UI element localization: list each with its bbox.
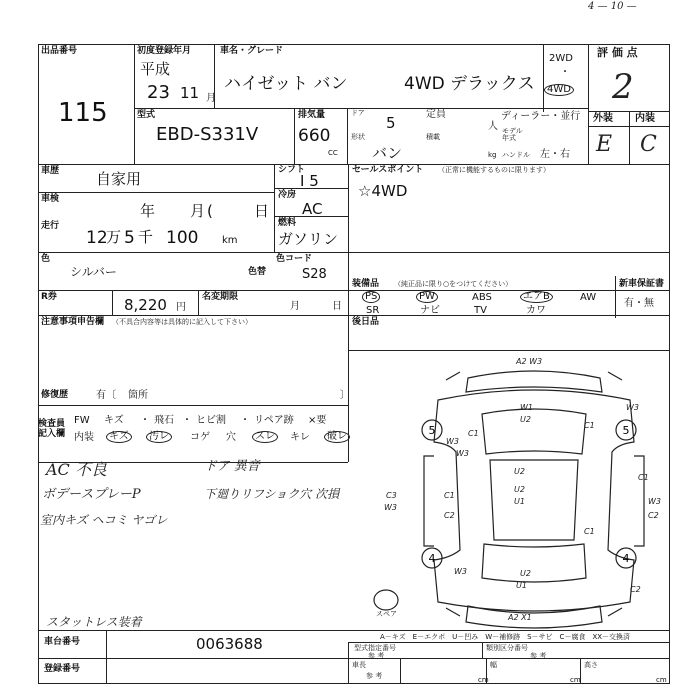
check-row2-item: 穴 <box>226 432 236 443</box>
sales-point-value: ☆4WD <box>358 182 408 200</box>
shape-value: バン <box>372 144 403 162</box>
damage-legend: A－キズ E－エクボ U－凹み W－補修跡 S－サビ C－腐食 XX－交換済 <box>380 633 631 641</box>
check-row2-item: キレ <box>290 432 310 443</box>
damage-mark: U2 <box>520 569 531 578</box>
exterior-grade: E <box>596 132 613 157</box>
drive-dot: ・ <box>560 67 570 78</box>
width-label: 幅 <box>490 661 497 669</box>
grade-value: 4WD デラックス <box>404 74 535 94</box>
damage-mark: W1 <box>520 403 533 412</box>
drive-4wd-circled: 4WD <box>544 84 574 96</box>
check-staff-label: 検査員 記入欄 <box>38 419 66 440</box>
notes-sub: （不具合内容等は具体的に記入して下さい） <box>112 318 252 326</box>
notes-label: 注意事項申告欄 <box>41 317 105 327</box>
mileage-rest: 100 <box>166 228 199 248</box>
interior-label: 内装 <box>635 113 655 124</box>
check-row2-item: キズ <box>106 431 132 443</box>
handle-label: ハンドル <box>502 151 530 159</box>
damage-mark: U2 <box>514 485 525 494</box>
check-row1-item: ×要 <box>308 415 327 426</box>
designation-ref: 参 考 <box>368 652 385 660</box>
tire-rl-icon: 4 <box>428 552 436 565</box>
inspection-day: 日 <box>254 202 270 220</box>
displacement-value: 660 <box>298 126 331 146</box>
kg-unit: kg <box>488 151 497 159</box>
cooler-label: 冷房 <box>278 190 297 200</box>
check-row1-item: 飛石 <box>154 415 174 426</box>
equip-navi: ナビ <box>420 305 440 316</box>
equip-tv: TV <box>474 305 487 316</box>
shift-value: I 5 <box>300 172 319 190</box>
warranty-label: 新車保証書 <box>619 279 665 289</box>
car-name-value: ハイゼット バン <box>224 74 348 94</box>
color-label: 色 <box>41 254 51 264</box>
doors-value: 5 <box>386 114 396 132</box>
damage-mark: C1 <box>584 527 595 536</box>
reg-month-unit: 月 <box>206 93 216 104</box>
mileage-sen-unit: 千 <box>138 228 154 246</box>
interior-grade: C <box>640 132 657 157</box>
damage-mark: W3 <box>648 497 661 506</box>
damage-mark: C1 <box>638 473 649 482</box>
mileage-man-unit: 万 <box>106 228 122 246</box>
tire-fr-icon: 5 <box>622 424 630 437</box>
car-name-label: 車名・グレード <box>220 46 284 56</box>
mileage-sen: 5 <box>124 228 135 248</box>
class-ref: 参 考 <box>530 652 547 660</box>
width-cm: cm <box>570 676 581 684</box>
repair-close: 〕 <box>340 390 350 401</box>
equip-sr: SR <box>366 305 380 316</box>
damage-mark: W3 <box>456 449 469 458</box>
color-value: シルバー <box>70 265 117 279</box>
mileage-label: 走行 <box>41 221 60 231</box>
cooler-value: AC <box>302 200 323 218</box>
equipment-note: （純正品に限り○をつけてください） <box>394 280 513 288</box>
drive-2wd: 2WD <box>549 53 573 64</box>
check-row1-item: キズ <box>104 415 124 426</box>
sales-point-label: セールスポイント <box>352 165 424 175</box>
check-row1-item: ヒビ割 <box>196 415 226 426</box>
name-change-label: 名変期限 <box>202 292 239 302</box>
reg-month-value: 11 <box>180 84 200 102</box>
cc-unit: CC <box>328 149 338 157</box>
history-value: 自家用 <box>96 170 142 188</box>
length-ref: 参 考 <box>366 672 383 680</box>
damage-mark: W3 <box>626 403 639 412</box>
tire-fl-icon: 5 <box>428 424 436 437</box>
load-label: 積載 <box>426 133 440 141</box>
recycle-label: R券 <box>41 292 57 302</box>
damage-mark: C3 <box>386 491 397 500</box>
lot-no-label: 出品番号 <box>41 46 78 56</box>
reg-year-value: 23 <box>147 82 170 103</box>
damage-mark: C2 <box>648 511 659 520</box>
check-row1-item: リペア跡 <box>254 415 294 426</box>
dealer-label: ディーラー・並行 <box>501 111 581 122</box>
fuel-value: ガソリン <box>278 230 339 248</box>
equip-pw: PW <box>416 291 438 303</box>
damage-mark: U2 <box>520 415 531 424</box>
person-unit: 人 <box>488 121 498 132</box>
equip-airbag: エアB <box>520 291 553 303</box>
color-swap-label: 色替 <box>248 267 267 277</box>
capacity-label: 定員 <box>426 109 446 120</box>
check-row2-item: 汚レ <box>146 431 172 443</box>
first-reg-label: 初度登録年月 <box>137 46 192 56</box>
warranty-value: 有・無 <box>624 298 654 309</box>
inspection-month: 月 <box>190 202 206 220</box>
inspection-label: 車検 <box>41 194 60 204</box>
model-label: 型式 <box>137 110 156 120</box>
repair-history-value: 有〔 <box>96 390 116 401</box>
equipment-label: 装備品 <box>352 279 380 289</box>
check-row2-item: コゲ <box>190 432 210 443</box>
inspection-year: 年 <box>140 202 156 220</box>
hand-note-studless: スタットレス装着 <box>46 615 142 629</box>
equip-aw: AW <box>580 292 597 303</box>
frame-no-value: 0063688 <box>196 635 263 653</box>
lot-no-value: 115 <box>58 98 108 128</box>
auction-sheet: 4 — 10 — 出品番号 115 初度登録年月 平成 23 11 月 車名・グレード ハイゼット バン 4WD デラックス 2WD ・ 4WD 評 価 点 2 型式 EBD-S331V 排気量 660 CC ドア 定員 ディーラー・並行 5 人 形状 積載 モデル 年式 バン kg ハンドル 左・右 外装 内装 E C 車歴 自家用 シフト I 5 冷房 AC 燃料 ガソリン セールスポイント （正常に機能するものに限ります） ☆4WD 車検 年 月 ( 日 走行 12 万 5 千 100 km 色 シルバー 色替 色コード S28 装備品 （純正品に限り○をつけてください） 新車保証書 有・無 PS PW ABS エアB AW SR ナビ TV カワ R券 8,220 円 名変期限 月 日 注意事項申告欄 （不具合内容等は具体的に記入して下さい） 後日品 修復歴 有〔 箇所 〕 検査員 記入欄 FW キズ ・ 飛石 ・ ヒビ割 ・ リペア跡 ×要 内装 キズ 汚レ コゲ 穴 スレ キレ 破レ AC 不良 ボデースプレーP 室内キズ ヘコミ ヤゴレ ドア 異音 下廻りリフショク穴 次損 スタットレス装着 5 5 4 4 A2 W3 W1 U2 C1 W3 W3 C1 U2 W3 C1 U2 U1 C3 W3 C2 C1 W3 C2 C1 U2 U1 C2 W3 A2 X1 スペア A－キズ E－エクボ U－凹み W－補修跡 S－サビ C－腐食 XX－交換済 車台番号 0063688 登録番号 型式指定番号 参 考 類別区分番号 参 考 車長 参 考 cm 幅 cm 高さ cm <box>0 0 700 700</box>
hand-note-ac: AC 不良 <box>46 460 107 479</box>
damage-mark: C1 <box>584 421 595 430</box>
damage-mark: A2 W3 <box>516 357 543 366</box>
model-value: EBD-S331V <box>156 124 259 145</box>
color-code-label: 色コード <box>276 254 313 264</box>
length-label: 車長 <box>352 661 366 669</box>
nc-month: 月 <box>290 301 300 312</box>
damage-mark: U1 <box>514 497 525 506</box>
displacement-label: 排気量 <box>298 110 326 120</box>
damage-mark: C2 <box>630 585 641 594</box>
shift-label: シフト <box>278 165 306 175</box>
height-label: 高さ <box>584 661 598 669</box>
check-row2-prefix: 内装 <box>74 432 94 443</box>
damage-mark: C2 <box>444 511 455 520</box>
recycle-value: 8,220 <box>124 296 167 314</box>
equip-leather: カワ <box>526 305 546 316</box>
check-row1-prefix: FW <box>74 415 90 426</box>
length-cm: cm <box>478 676 489 684</box>
color-code-value: S28 <box>302 267 327 282</box>
handle-value: 左・右 <box>540 149 570 160</box>
model-year-label: モデル 年式 <box>502 127 523 143</box>
damage-mark: U1 <box>516 581 527 590</box>
score-value: 2 <box>612 67 634 107</box>
damage-mark: W3 <box>384 503 397 512</box>
yen-unit: 円 <box>176 302 186 313</box>
door-label: ドア <box>351 109 365 117</box>
height-cm: cm <box>656 676 667 684</box>
km-unit: km <box>222 235 238 246</box>
damage-mark: C1 <box>444 491 455 500</box>
repair-history-label: 修復歴 <box>41 390 69 400</box>
score-label: 評 価 点 <box>597 46 638 59</box>
hand-note-spray: ボデースプレーP <box>42 487 141 502</box>
tire-rr-icon: 4 <box>622 552 630 565</box>
shape-label: 形状 <box>351 133 365 141</box>
equip-ps: PS <box>362 291 380 303</box>
damage-mark: A2 X1 <box>508 613 532 622</box>
sales-point-note: （正常に機能するものに限ります） <box>438 166 550 174</box>
damage-mark: U2 <box>514 467 525 476</box>
repair-places: 箇所 <box>128 390 148 401</box>
hand-note-interior: 室内キズ ヘコミ ヤゴレ <box>40 513 168 527</box>
fuel-label: 燃料 <box>278 218 297 228</box>
frame-no-label: 車台番号 <box>44 637 81 647</box>
nc-day: 日 <box>332 301 342 312</box>
check-row2-item: 破レ <box>324 431 350 443</box>
date-mark: 4 — 10 — <box>588 1 637 12</box>
damage-mark: C1 <box>468 429 479 438</box>
reg-no-label: 登録番号 <box>44 664 81 674</box>
damage-mark: W3 <box>454 567 467 576</box>
class-no-label: 類別区分番号 <box>486 644 528 652</box>
hand-note-door: ドア 異音 <box>204 459 260 474</box>
mileage-man: 12 <box>86 228 108 248</box>
equip-abs: ABS <box>472 292 492 303</box>
spare-label: スペア <box>376 610 397 618</box>
era-value: 平成 <box>140 60 171 78</box>
post-install-label: 後日品 <box>352 317 380 327</box>
check-row2-item: スレ <box>252 431 278 443</box>
hand-note-under: 下廻りリフショク穴 次損 <box>204 487 340 501</box>
history-label: 車歴 <box>41 166 60 176</box>
damage-mark: W3 <box>446 437 459 446</box>
exterior-label: 外装 <box>593 113 613 124</box>
designation-no-label: 型式指定番号 <box>354 644 396 652</box>
